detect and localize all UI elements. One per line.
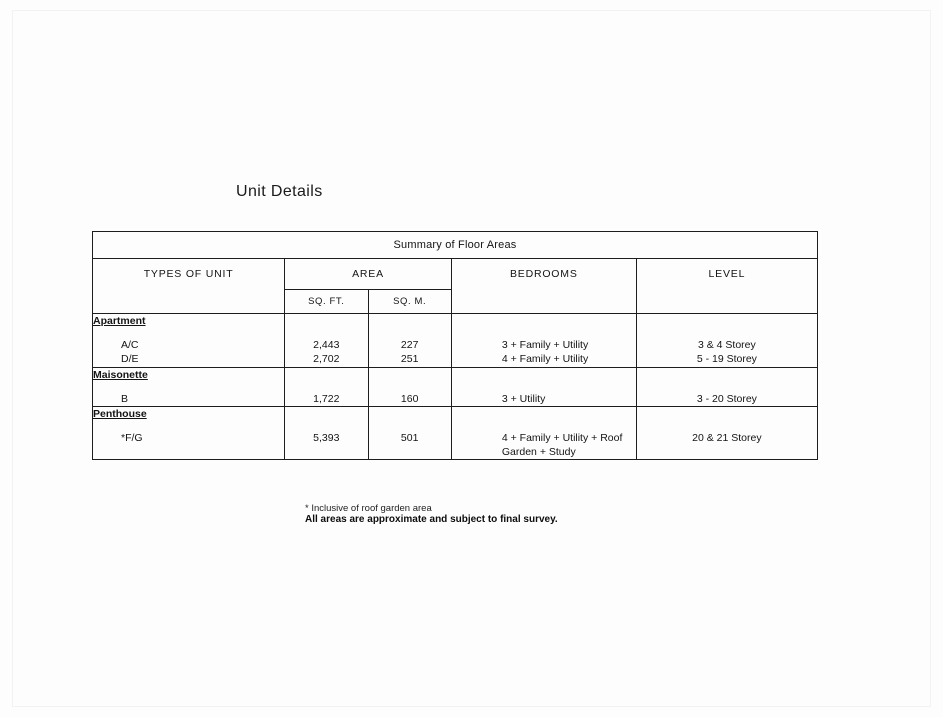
group-header-row: [93, 367, 818, 392]
cell-level: 20 & 21 Storey: [636, 431, 817, 460]
cell-unit-type: B: [93, 392, 285, 407]
table-row: [93, 352, 818, 367]
table-row: [93, 392, 818, 407]
group-sqm-blank: [368, 406, 451, 431]
table-row: [93, 431, 818, 460]
cell-sqft: 5,393: [285, 431, 368, 460]
table-caption-row: [93, 232, 818, 259]
table-row: [93, 338, 818, 352]
cell-bedrooms: 3 + Utility: [451, 392, 636, 407]
cell-bedrooms: 4 + Family + Utility + Roof Garden + Study: [451, 431, 636, 460]
table-caption: Summary of Floor Areas: [93, 232, 818, 259]
header-sqm: SQ. M.: [368, 290, 451, 314]
cell-level: 3 & 4 Storey: [636, 338, 817, 352]
header-bedrooms: BEDROOMS: [451, 259, 636, 314]
cell-sqft: 1,722: [285, 392, 368, 407]
cell-level: 3 - 20 Storey: [636, 392, 817, 407]
group-label-cell: [93, 406, 285, 431]
unit-details-table: [92, 231, 818, 460]
group-bedrooms-blank: [451, 406, 636, 431]
group-header-row: [93, 406, 818, 431]
group-header-row: [93, 314, 818, 339]
cell-sqft: 2,702: [285, 352, 368, 367]
group-name-maisonette: Maisonette: [93, 368, 148, 381]
header-types-of-unit: TYPES OF UNIT: [93, 259, 285, 314]
group-sqft-blank: [285, 406, 368, 431]
group-level-blank: [636, 406, 817, 431]
cell-unit-type: A/C: [93, 338, 285, 352]
group-sqft-blank: [285, 367, 368, 392]
group-name-penthouse: Penthouse: [93, 407, 147, 420]
group-level-blank: [636, 367, 817, 392]
cell-unit-type: *F/G: [93, 431, 285, 460]
group-bedrooms-blank: [451, 314, 636, 339]
cell-sqm: 227: [368, 338, 451, 352]
footnote-approximate-areas: All areas are approximate and subject to final survey.: [305, 514, 558, 525]
cell-sqm: 160: [368, 392, 451, 407]
cell-sqm: 501: [368, 431, 451, 460]
group-label-cell: [93, 314, 285, 339]
group-bedrooms-blank: [451, 367, 636, 392]
header-area: AREA: [285, 259, 452, 290]
group-sqm-blank: [368, 367, 451, 392]
page-title: Unit Details: [236, 183, 323, 200]
header-level: LEVEL: [636, 259, 817, 314]
cell-unit-type: D/E: [93, 352, 285, 367]
group-sqm-blank: [368, 314, 451, 339]
group-name-apartment: Apartment: [93, 315, 146, 327]
cell-bedrooms: 4 + Family + Utility: [451, 352, 636, 367]
cell-sqm: 251: [368, 352, 451, 367]
cell-bedrooms: 3 + Family + Utility: [451, 338, 636, 352]
group-level-blank: [636, 314, 817, 339]
cell-sqft: 2,443: [285, 338, 368, 352]
group-label-cell: [93, 367, 285, 392]
header-sqft: SQ. FT.: [285, 290, 368, 314]
footnote-roof-garden: * Inclusive of roof garden area: [305, 503, 432, 514]
table-header-row: [93, 259, 818, 290]
group-sqft-blank: [285, 314, 368, 339]
cell-level: 5 - 19 Storey: [636, 352, 817, 367]
